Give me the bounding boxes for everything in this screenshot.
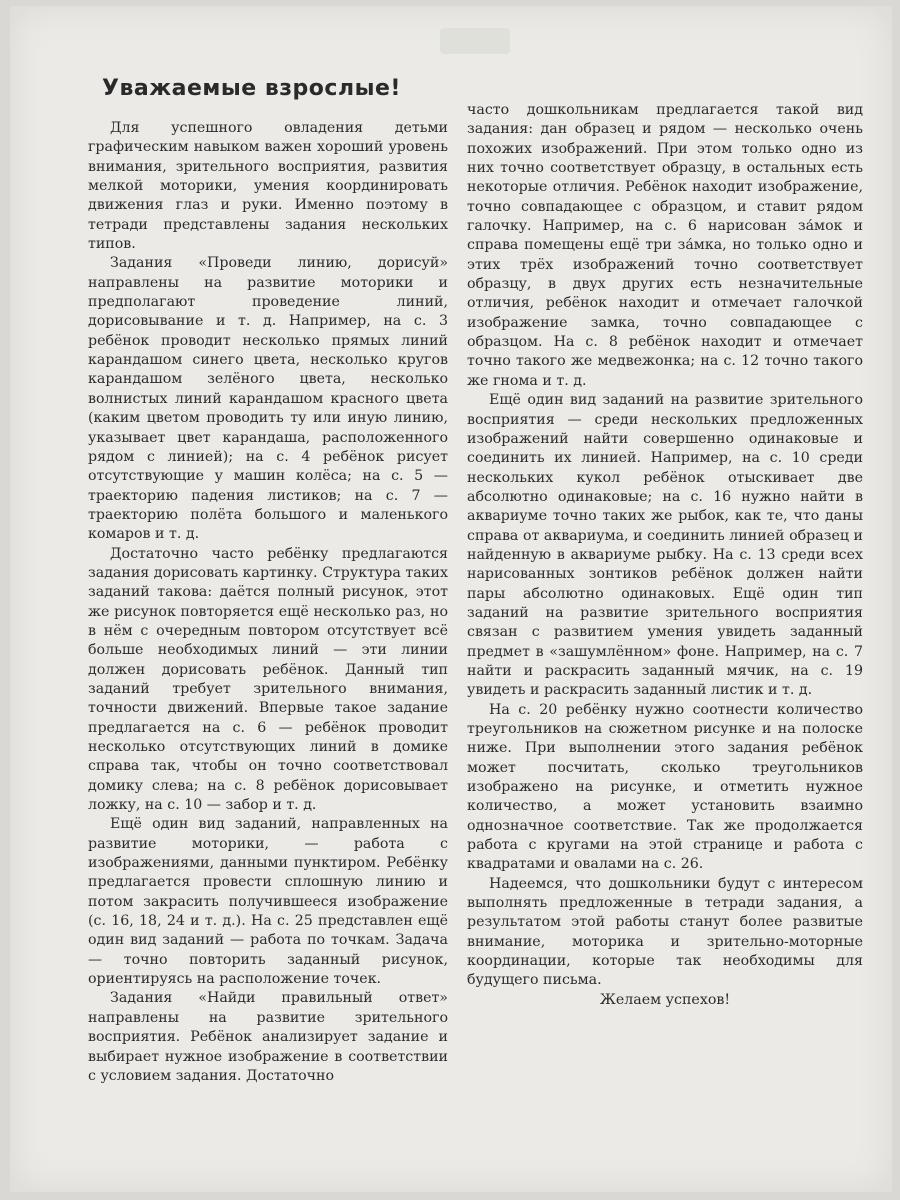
left-column	[88, 119, 448, 1086]
paragraph: Достаточно часто ребёнку предлагаются задания дорисовать картинку. Структура таких заданий такова: даётся полный рисунок, этот же рисунок повторяется ещё несколько раз, но в нём с очередным повтором отсутствует всё больше необходимых линий — эти линии должен дорисовать ребёнок. Данный тип заданий требует зрительного внимания, точности движений. Впервые такое задание предлагается на с. 6 — ребёнок проводит несколько отсутствующих линий в домике справа так, чтобы он точно соответствовал домику слева; на с. 8 ребёнок дорисовывает ложку, на с. 10 — забор и т. д.	[88, 545, 448, 814]
paragraph: Задания «Проведи линию, дорисуй» направлены на развитие моторики и предполагают проведение линий, дорисовывание и т. д. Например, на с. 3 ребёнок проводит несколько прямых линий карандашом синего цвета, несколько кругов карандашом зелёного цвета, несколько волнистых линий карандашом красного цвета (каким цветом проводить ту или иную линию, указывает цвет карандаша, расположенного рядом с линией); на с. 4 ребёнок рисует отсутствующие у машин колёса; на с. 5 — траекторию падения листиков; на с. 7 — траекторию полёта большого и маленького комаров и т. д.	[88, 255, 448, 543]
paragraph: На с. 20 ребёнку нужно соотнести количество треугольников на сюжетном рисунке и на полоске ниже. При выполнении этого задания ребёнок может посчитать, сколько треугольников изображено на рисунке, и отметить нужное количество, а может установить взаимно однозначное соответствие. Так же продолжается работа с кругами на этой странице и работа с квадратами и овалами на с. 26.	[467, 701, 863, 873]
paragraph: Ещё один вид заданий на развитие зрительного восприятия — среди нескольких предложенных изображений найти совершенно одинаковые и соединить их линией. Например, на с. 10 среди нескольких кукол ребёнок отыскивает две абсолютно одинаковые; на с. 16 нужно найти в аквариуме точно таких же рыбок, как те, что даны справа от аквариума, и соединить линией образец и найденную в аквариуме рыбку. На с. 13 среди всех нарисованных зонтиков ребёнок должен найти пары абсолютно одинаковых. Ещё один тип заданий на развитие зрительного восприятия связан с развитием умения увидеть заданный предмет в «зашумлённом» фоне. Например, на с. 7 найти и раскрасить заданный мячик, на с. 19 увидеть и раскрасить заданный листик и т. д.	[467, 392, 863, 699]
right-column	[467, 101, 863, 1010]
paragraph: Надеемся, что дошкольники будут с интересом выполнять предложенные в тетради задания, а результатом этой работы станут более развитые внимание, моторика и зрительно-моторные координации, которые так необходимы для будущего письма.	[467, 875, 863, 989]
closing-wish: Желаем успехов!	[599, 991, 731, 1008]
faded-page-mark	[440, 28, 510, 54]
book-page	[10, 6, 892, 1192]
paragraph: Для успешного овладения детьми графическим навыком важен хороший уровень внимания, зрительного восприятия, развития мелкой моторики, умения координировать движения глаз и руки. Именно поэтому в тетради представлены задания нескольких типов.	[88, 120, 448, 253]
paragraph-continued: часто дошкольникам предлагается такой вид задания: дан образец и рядом — несколько очень похожих изображений. При этом только одно из них точно соответствует образцу, в остальных есть некоторые отличия. Ребёнок находит изображение, точно совпадающее с образцом, и ставит рядом галочку. Например, на с. 6 нарисован за́мок и справа помещены ещё три за́мка, но только одно и этих трёх изображений точно соответствует образцу, в двух других есть незначительные отличия, ребёнок находит и отмечает галочкой изображение замка, точно совпадающее с образцом. На с. 8 ребёнок находит и отмечает точно такого же медвежонка; на с. 12 точно такого же гнома и т. д.	[467, 102, 863, 389]
page-title: Уважаемые взрослые!	[102, 76, 401, 101]
paragraph: Ещё один вид заданий, направленных на развитие моторики, — работа с изображениями, данными пунктиром. Ребёнку предлагается провести сплошную линию и потом закрасить получившееся изображение (с. 16, 18, 24 и т. д.). На с. 25 представлен ещё один вид заданий — работа по точкам. Задача — точно повторить заданный рисунок, ориентируясь на расположение точек.	[88, 816, 448, 988]
paragraph: Задания «Найди правильный ответ» направлены на развитие зрительного восприятия. Ребёнок анализирует задание и выбирает нужное изображение в соответствии с условием задания. Достаточно	[88, 990, 448, 1084]
